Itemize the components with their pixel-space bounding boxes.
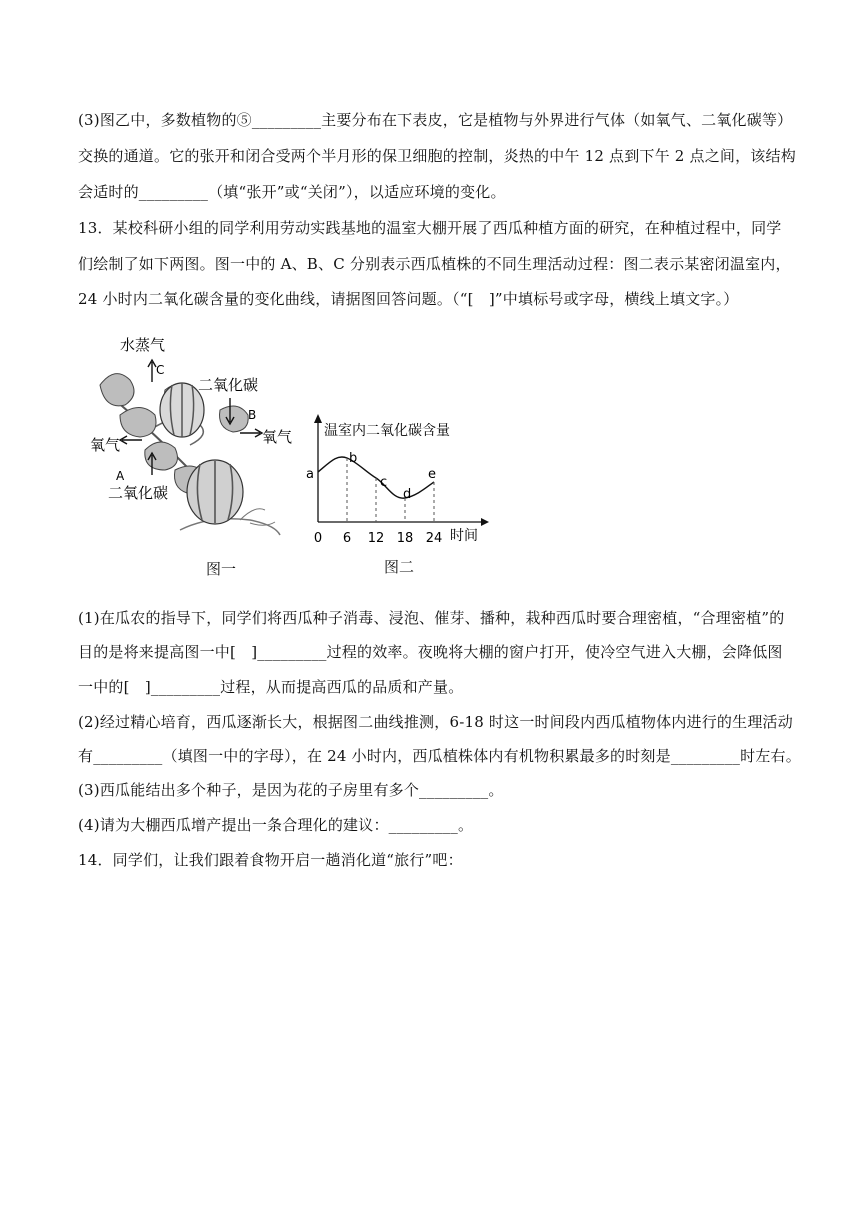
x-axis-arrow (481, 518, 489, 526)
q13-stem-line2: 们绘制了如下两图。图一中的 A、B、C 分别表示西瓜植株的不同生理活动过程：图二表示某密闭温室内， (78, 255, 791, 273)
q13-p1-line2: 目的是将来提高图一中[ ]_________过程的效率。夜晚将大棚的窗户打开，使冷空气进入大棚，会降低图 (78, 643, 783, 661)
label-B: B (248, 408, 257, 422)
q12-3-line2: 交换的通道。它的张开和闭合受两个半月形的保卫细胞的控制，炎热的中午 12 点到下午 2 点之间，该结构 (78, 147, 796, 165)
label-co2-bottom: 二氧化碳 (108, 484, 169, 502)
q13-p1-line3: 一中的[ ]_________过程，从而提高西瓜的品质和产量。 (78, 678, 464, 696)
point-label-b: b (349, 451, 358, 466)
label-water-vapor: 水蒸气 (120, 336, 166, 354)
q14-stem: 14．同学们，让我们跟着食物开启一趟消化道“旅行”吧： (78, 851, 463, 869)
y-axis-arrow (314, 414, 322, 423)
figure1-caption: 图一 (206, 560, 237, 578)
label-A: A (116, 469, 125, 483)
y-axis-label: 温室内二氧化碳含量 (324, 423, 450, 439)
label-C: C (156, 363, 165, 377)
q12-3-line3: 会适时的_________（填“张开”或“关闭”），以适应环境的变化。 (78, 183, 506, 201)
label-co2-top: 二氧化碳 (198, 376, 259, 394)
q12-3-line1: (3)图乙中，多数植物的⑤_________主要分布在下表皮，它是植物与外界进行气体（如氧气、二氧化碳等） (78, 111, 793, 129)
x-tick-label-6: 6 (342, 531, 352, 545)
q13-stem-line1: 13．某校科研小组的同学利用劳动实践基地的温室大棚开展了西瓜种植方面的研究，在种植过程中，同学 (78, 219, 782, 237)
x-tick-label-18: 18 (396, 531, 414, 545)
point-label-d: d (403, 487, 412, 502)
point-label-c: c (380, 475, 388, 490)
x-tick-label-0: 0 (313, 531, 323, 545)
x-axis-label: 时间 (450, 528, 478, 544)
q13-p2-line1: (2)经过精心培育，西瓜逐渐长大，根据图二曲线推测，6-18 时这一时间段内西瓜植物体内进行的生理活动 (78, 713, 793, 731)
q13-p3: (3)西瓜能结出多个种子，是因为花的子房里有多个_________。 (78, 781, 504, 799)
watermelon-bottom (187, 460, 243, 524)
label-o2-right: 氧气 (262, 428, 293, 446)
x-tick-label-12: 12 (367, 531, 385, 545)
figure2-caption: 图二 (384, 558, 415, 576)
q13-p2-line2: 有_________（填图一中的字母），在 24 小时内，西瓜植株体内有机物积累最多的时刻是_________时左右。 (78, 747, 801, 765)
point-label-a: a (306, 467, 314, 482)
q13-stem-line3: 24 小时内二氧化碳含量的变化曲线，请据图回答问题。（“[ ]”中填标号或字母，横线上填文字。） (78, 290, 739, 308)
figure1-watermelon-plant (90, 330, 305, 545)
q13-p4: (4)请为大棚西瓜增产提出一条合理化的建议：_________。 (78, 816, 474, 834)
label-o2-left: 氧气 (90, 436, 121, 454)
q13-p1-line1: (1)在瓜农的指导下，同学们将西瓜种子消毒、浸泡、催芽、播种，栽种西瓜时要合理密植，“合理密植”的 (78, 609, 785, 627)
point-label-e: e (428, 467, 436, 482)
figure2-co2-chart (298, 410, 498, 545)
x-tick-label-24: 24 (425, 531, 443, 545)
